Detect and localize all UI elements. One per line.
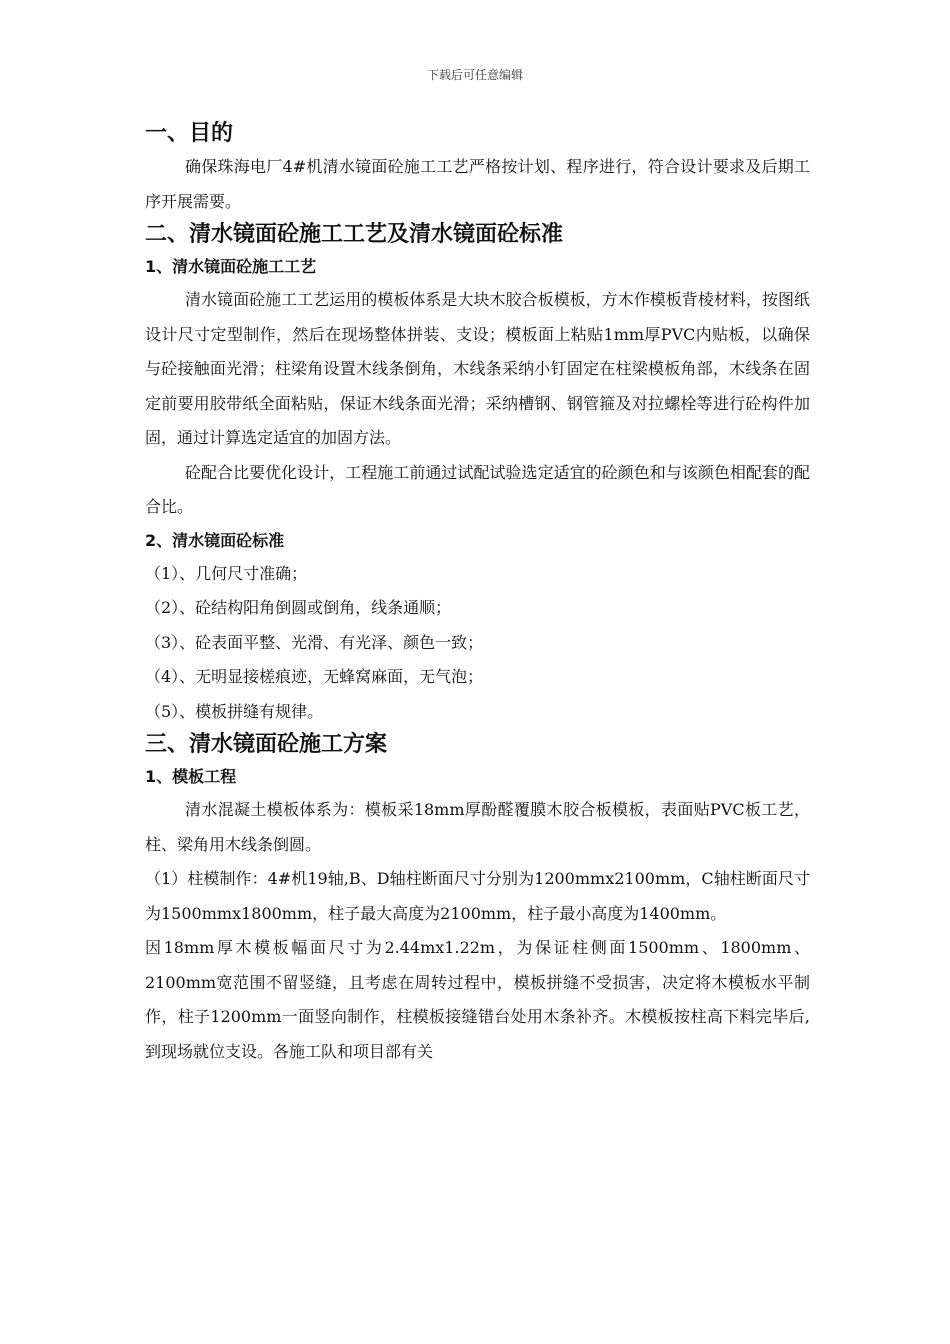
subsection-3-1-paragraph-2: （1）柱模制作：4#机19轴,B、D轴柱断面尺寸分别为1200mmx2100mm，C轴柱断面尺寸为1500mmx1800mm，柱子最大高度为2100mm，柱子最小高度为1400mm。 — [145, 869, 810, 923]
section-2-title: 二、清水镜面砼施工工艺及清水镜面砼标准 — [145, 222, 564, 247]
subsection-3-1-paragraph-3: 因18mm厚木模板幅面尺寸为2.44mx1.22m，为保证柱侧面1500mm、1800mm、2100mm宽范围不留竖缝，且考虑在周转过程中，模板拼缝不受损害，决定将木模板水平制作，柱子1200mm一面竖向制作，柱模板接缝错台处用木条补齐。木模板按柱高下料完毕后,到现场就位支设。各施工队和项目部有关 — [145, 938, 810, 1061]
subsection-2-1-paragraph-1: 清水镜面砼施工工艺运用的模板体系是大块木胶合板模板，方木作模板背棱材料，按图纸设计尺寸定型制作，然后在现场整体拼装、支设；模板面上粘贴1mm厚PVC内贴板，以确保与砼接触面光滑；柱梁角设置木线条倒角，木线条采纳小钉固定在柱梁模板角部，木线条在固定前要用胶带纸全面粘贴，保证木线条面光滑；采纳槽钢、钢管箍及对拉螺栓等进行砼构件加固，通过计算选定适宜的加固方法。 — [145, 290, 810, 447]
document-body — [145, 118, 810, 1069]
subsection-2-2-title: 2、清水镜面砼标准 — [145, 530, 285, 550]
section-1-paragraph: 确保珠海电厂4#机清水镜面砼施工工艺严格按计划、程序进行，符合设计要求及后期工序开展需要。 — [145, 157, 810, 211]
section-1-title: 一、目的 — [145, 121, 234, 146]
standard-item: （5）、模板拼缝有规律。 — [145, 701, 324, 721]
standard-item: （3）、砼表面平整、光滑、有光泽、颜色一致； — [145, 632, 484, 652]
subsection-2-1-title: 1、清水镜面砼施工工艺 — [145, 257, 317, 276]
standard-item: （1）、几何尺寸准确； — [145, 563, 308, 583]
page-header-note: 下载后可任意编辑 — [426, 68, 523, 82]
section-3-title: 三、清水镜面砼施工方案 — [145, 732, 388, 757]
standard-item: （4）、无明显接槎痕迹，无蜂窝麻面，无气泡； — [145, 667, 484, 686]
subsection-3-1-title: 1、模板工程 — [145, 767, 237, 786]
subsection-3-1-paragraph-1: 清水混凝土模板体系为：模板采18mm厚酚醛覆膜木胶合板模板，表面贴PVC板工艺，柱、梁角用木线条倒圆。 — [145, 800, 810, 854]
subsection-2-1-paragraph-2: 砼配合比要优化设计，工程施工前通过试配试验选定适宜的砼颜色和与该颜色相配套的配合比。 — [145, 462, 810, 516]
standard-item: （2）、砼结构阳角倒圆或倒角，线条通顺； — [145, 598, 452, 617]
